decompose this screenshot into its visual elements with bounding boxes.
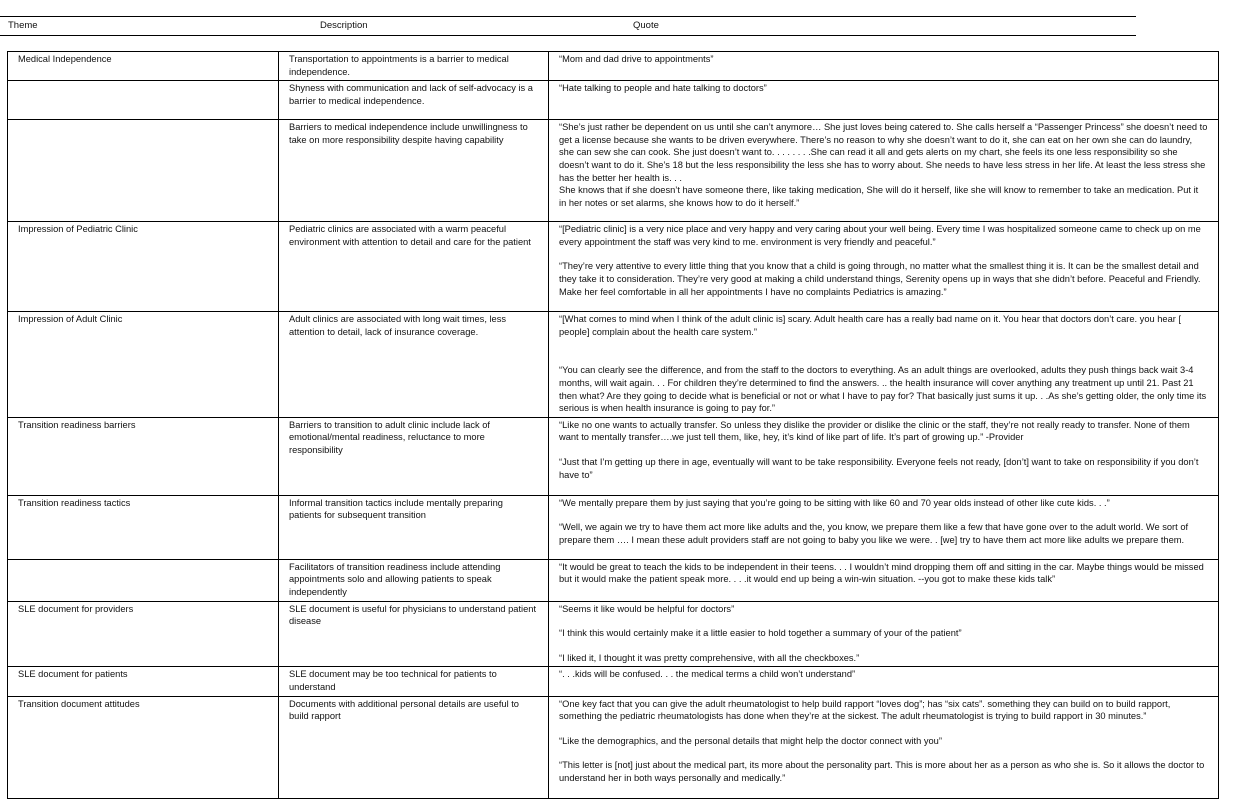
quote-text: “One key fact that you can give the adult rheumatologist to help build rapport “loves dog”; has “six cats”. something they can build on to build rapport, something the pediatric rheumatologists has done when they’re at the sickest. The adult rheumatologist is trying to build rapport in 30 minutes.” — [559, 698, 1171, 722]
table-row — [8, 667, 1219, 696]
quote-text: “This letter is [not] just about the medical part, its more about the personality part. This is more about her as a person as who she is. So it allows the doctor to understand her in both ways personally and medically.” — [559, 760, 1205, 783]
quote-text: “I think this would certainly make it a little easier to hold together a summary of your of the patient” — [559, 628, 962, 639]
quote-text: “She’s just rather be dependent on us until she can’t anymore… She just loves being catered to. She calls herself a “Passenger Princess” she doesn’t need to get a license because she wants to be driven everywhere. There’s no reason to why she doesn’t want to do it, she can eat on her own she can do laundry, she can sew she can cook. She just doesn’t want to. . . . . . . .She can read it all and gets alerts on my chart, she feels its one less responsibility so she doesn’t want to do it. She’s 18 but the less responsibility the less she has to worry about. She needs to have less stress in her life. At least the less stress she has the better her health is. . . — [559, 122, 1208, 183]
description-cell: SLE document is useful for physicians to understand patient disease — [279, 601, 549, 667]
description-cell: Adult clinics are associated with long wait times, less attention to detail, lack of insurance coverage. — [279, 312, 549, 418]
theme-cell: SLE document for patients — [8, 667, 279, 696]
quote-text: “[Pediatric clinic] is a very nice place and very happy and very caring about your well being. Every time I was hospitalized someone came to check up on me every appointment the staff was very kind to me. environment is very friendly and peaceful.” — [559, 224, 1201, 247]
theme-cell: Impression of Pediatric Clinic — [8, 222, 279, 312]
table-row — [8, 52, 1219, 81]
quote-text: “They’re very attentive to every little thing that you know that a child is going through, no matter what the smallest thing it is. It can be the smallest detail and they take it to consideration. They’re very good at making a child understand things, Serenity opens up in ways that she didn’t before. Peaceful and Friendly. Make her feel comfortable in all her appointments I have no complaints Pediatrics is amazing.” — [559, 261, 1201, 297]
description-cell: Barriers to medical independence include unwillingness to take on more responsibility despite having capability — [279, 120, 549, 222]
theme-cell: Medical Independence — [8, 52, 279, 81]
description-cell: Documents with additional personal details are useful to build rapport — [279, 696, 549, 798]
header-top-rule — [0, 16, 1136, 17]
table-row — [8, 495, 1219, 559]
description-cell: SLE document may be too technical for patients to understand — [279, 667, 549, 696]
header-description: Description — [320, 20, 368, 31]
quote-text: “We mentally prepare them by just saying that you’re going to be sitting with like 60 and 70 year olds instead of other like cute kids. . .” — [559, 497, 1110, 508]
quote-text: “[What comes to mind when I think of the adult clinic is] scary. Adult health care has a really bad name on it. You hear that doctors don’t care. you hear [ people] complain about the health care system.” — [559, 314, 1182, 337]
header-bottom-rule — [0, 35, 1136, 36]
quote-text: “Like the demographics, and the personal details that might help the doctor connect with you” — [559, 735, 942, 746]
description-cell: Facilitators of transition readiness include attending appointments solo and allowing patients to speak independently — [279, 559, 549, 601]
quote-text: “Seems it like would be helpful for doctors” — [559, 603, 735, 614]
table-row — [8, 120, 1219, 222]
theme-cell: Transition readiness tactics — [8, 495, 279, 559]
quote-cell — [549, 667, 1219, 696]
table-row — [8, 312, 1219, 418]
themes-table — [7, 51, 1219, 799]
quote-cell — [549, 81, 1219, 120]
table-header — [0, 0, 1234, 40]
table-row — [8, 696, 1219, 798]
description-cell: Barriers to transition to adult clinic include lack of emotional/mental readiness, reluctance to more responsibility — [279, 417, 549, 495]
quote-text: “Mom and dad drive to appointments” — [559, 54, 714, 64]
quote-text: “It would be great to teach the kids to be independent in their teens. . . I wouldn’t mind dropping them off and sitting in the car. Maybe things would be missed but it would make the patient speak more. . . .it would end up being a win-win situation. --you got to make these kids talk” — [559, 561, 1204, 585]
quote-text: “You can clearly see the difference, and from the staff to the doctors to everything. As an adult things are overlooked, adults they push things back wait 3-4 months, will wait again. . . For children they’re determined to find the answers. .. the health insurance will cover anything any treatment up until 21. Past 21 then what? Are they going to decide what is beneficial or not or what I have to pay for? That basically just sums it up. . .As she’s getting older, the only time its serious is when health insurance is going to pay for.” — [559, 365, 1207, 414]
theme-cell: Transition document attitudes — [8, 696, 279, 798]
table-row — [8, 222, 1219, 312]
quote-text: “Well, we again we try to have them act more like adults and the, you know, we prepare them like a few that have gone over to the adult world. We sort of prepare them …. I mean these adult providers staff are not going to baby you like we were. . [we] try to have them act more like adults we prepare them. — [559, 522, 1189, 545]
quote-text: “. . .kids will be confused. . . the medical terms a child won’t understand” — [559, 669, 856, 680]
quote-text: “Just that I’m getting up there in age, eventually will want to be take responsibility. Everyone feels not ready, [don’t] want to take on responsibility if you don’t have to” — [559, 456, 1199, 480]
theme-cell — [8, 120, 279, 222]
description-cell: Transportation to appointments is a barrier to medical independence. — [279, 52, 549, 81]
quote-cell — [549, 312, 1219, 418]
table-row — [8, 81, 1219, 120]
table-row — [8, 559, 1219, 601]
header-theme: Theme — [8, 20, 38, 31]
quote-cell — [549, 52, 1219, 81]
theme-cell: SLE document for providers — [8, 601, 279, 667]
quote-cell — [549, 559, 1219, 601]
theme-cell — [8, 559, 279, 601]
theme-cell: Impression of Adult Clinic — [8, 312, 279, 418]
quote-text: “I liked it, I thought it was pretty comprehensive, with all the checkboxes.” — [559, 652, 860, 663]
quote-text: She knows that if she doesn’t have someone there, like taking medication, She will do it herself, like she will know to remember to take an medication. Put it in her notes or set alarms, she knows how to do it herself.” — [559, 185, 1199, 208]
description-cell: Informal transition tactics include mentally preparing patients for subsequent transition — [279, 495, 549, 559]
quote-text: “Like no one wants to actually transfer. So unless they dislike the provider or dislike the clinic or the staff, they’re not really ready to transfer. None of them want to mentally transfer….we just tell them, like, hey, it’s kind of like part of life. It’s part of growing up.” -Provider — [559, 419, 1190, 443]
quote-cell — [549, 495, 1219, 559]
header-quote: Quote — [633, 20, 659, 31]
quote-text: “Hate talking to people and hate talking to doctors” — [559, 83, 767, 94]
description-cell: Pediatric clinics are associated with a warm peaceful environment with attention to detail and care for the patient — [279, 222, 549, 312]
quote-cell — [549, 222, 1219, 312]
quote-cell — [549, 120, 1219, 222]
description-cell: Shyness with communication and lack of self-advocacy is a barrier to medical independence. — [279, 81, 549, 120]
table-row — [8, 601, 1219, 667]
theme-cell — [8, 81, 279, 120]
table-row — [8, 417, 1219, 495]
quote-cell — [549, 417, 1219, 495]
quote-cell — [549, 696, 1219, 798]
quote-cell — [549, 601, 1219, 667]
theme-cell: Transition readiness barriers — [8, 417, 279, 495]
